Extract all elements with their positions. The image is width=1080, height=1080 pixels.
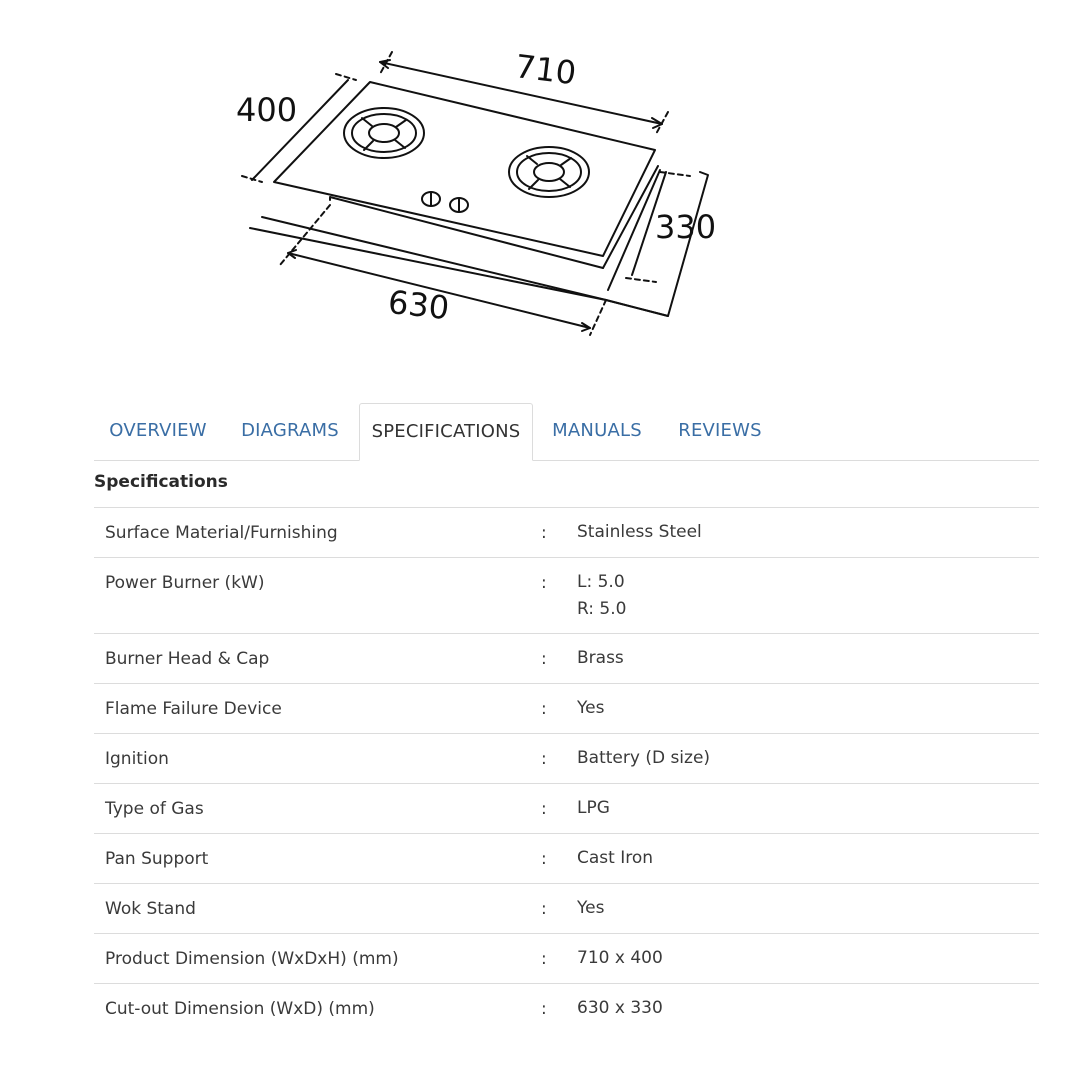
table-row	[94, 683, 1039, 733]
spec-value: Stainless Steel	[577, 522, 702, 542]
spec-separator: :	[541, 999, 547, 1019]
specifications-table	[94, 507, 1039, 1033]
spec-value: Battery (D size)	[577, 748, 711, 768]
tab-reviews[interactable]: REVIEWS	[678, 420, 762, 441]
table-row	[94, 507, 1039, 557]
spec-separator: :	[541, 523, 547, 543]
spec-value: Cast Iron	[577, 848, 654, 868]
spec-value: Yes	[577, 898, 605, 918]
table-row	[94, 557, 1039, 633]
tab-specifications[interactable]: SPECIFICATIONS	[359, 403, 533, 461]
spec-label: Product Dimension (WxDxH) (mm)	[105, 949, 399, 969]
spec-value: LPG	[577, 798, 610, 818]
table-row	[94, 633, 1039, 683]
spec-value: 710 x 400	[577, 948, 663, 968]
table-row	[94, 733, 1039, 783]
table-row	[94, 983, 1039, 1033]
spec-label: Ignition	[105, 749, 169, 769]
dimension-label-330: 330	[655, 208, 717, 246]
product-tabs	[94, 403, 1039, 461]
hob-dimension-diagram	[200, 20, 760, 360]
spec-value: 630 x 330	[577, 998, 663, 1018]
table-row	[94, 883, 1039, 933]
spec-label: Flame Failure Device	[105, 699, 282, 719]
spec-label: Power Burner (kW)	[105, 573, 265, 593]
table-row	[94, 783, 1039, 833]
spec-separator: :	[541, 699, 547, 719]
spec-separator: :	[541, 799, 547, 819]
spec-label: Wok Stand	[105, 899, 196, 919]
dimension-label-630: 630	[386, 282, 451, 328]
spec-label: Pan Support	[105, 849, 209, 869]
spec-value: L: 5.0 R: 5.0	[577, 572, 627, 619]
dimension-label-400: 400	[236, 91, 298, 129]
spec-separator: :	[541, 849, 547, 869]
spec-separator: :	[541, 749, 547, 769]
section-title: Specifications	[94, 472, 228, 492]
spec-value: Brass	[577, 648, 624, 668]
spec-label: Burner Head & Cap	[105, 649, 270, 669]
spec-separator: :	[541, 649, 547, 669]
table-row	[94, 833, 1039, 883]
spec-separator: :	[541, 899, 547, 919]
tab-diagrams[interactable]: DIAGRAMS	[241, 420, 339, 441]
spec-label: Cut-out Dimension (WxD) (mm)	[105, 999, 375, 1019]
tab-overview[interactable]: OVERVIEW	[109, 420, 207, 441]
spec-label: Surface Material/Furnishing	[105, 523, 338, 543]
spec-label: Type of Gas	[105, 799, 204, 819]
table-row	[94, 933, 1039, 983]
spec-value: Yes	[577, 698, 605, 718]
dimension-label-710: 710	[512, 47, 579, 93]
spec-separator: :	[541, 949, 547, 969]
spec-separator: :	[541, 573, 547, 593]
tab-manuals[interactable]: MANUALS	[552, 420, 642, 441]
